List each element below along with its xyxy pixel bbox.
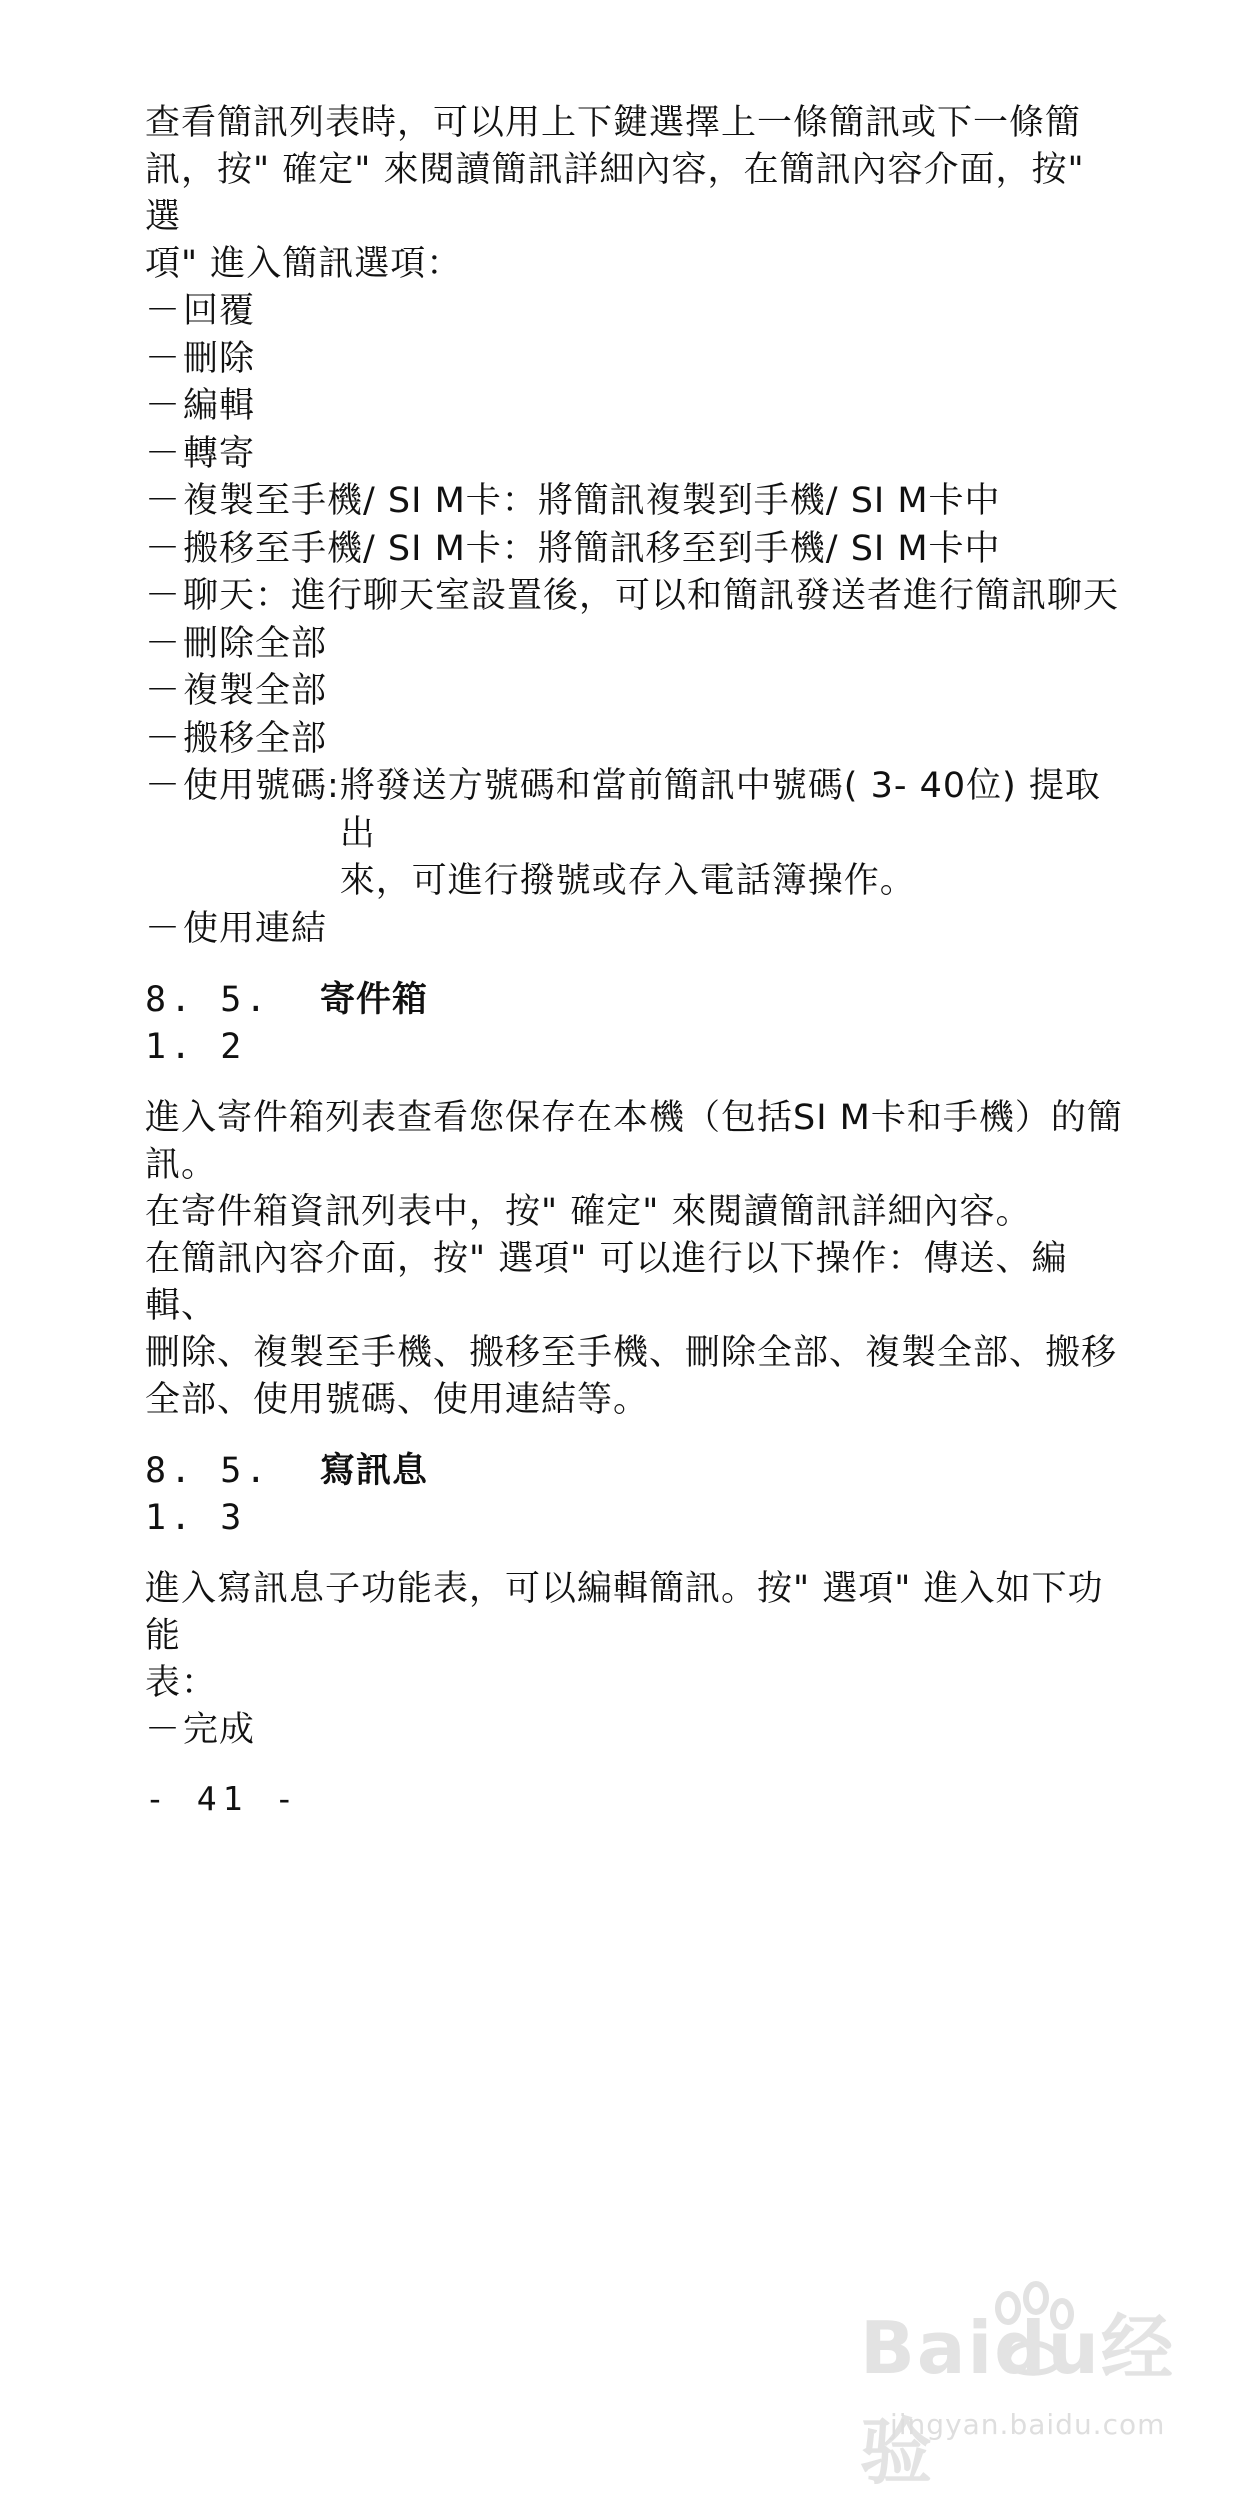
intro-line-2: 訊，按" 確定" 來閱讀簡訊詳細內容，在簡訊內容介面，按" 選 — [145, 150, 1085, 237]
option-use-number-desc — [340, 763, 1125, 906]
dash-bullet: － — [145, 338, 182, 379]
dash-bullet: － — [145, 386, 182, 426]
list-item — [145, 383, 1125, 431]
list-item — [145, 288, 1125, 336]
dash-bullet: － — [145, 481, 182, 521]
baidu-watermark — [860, 2290, 1220, 2494]
write-line-2: 表： — [145, 1663, 218, 1703]
dash-bullet: － — [145, 671, 182, 711]
page-number: - 41 - — [145, 1778, 301, 1818]
use-number-line-1: 將發送方號碼和當前簡訊中號碼( 3- 40位) 提取出 — [339, 766, 1101, 854]
dash-bullet: － — [145, 718, 182, 759]
watermark-logo: Baidu经验 — [860, 2306, 1175, 2494]
list-item — [145, 621, 1125, 669]
list-item — [145, 668, 1125, 716]
outbox-line-4: 在簡訊內容介面，按" 選項" 可以進行以下操作：傳送、編輯、 — [145, 1239, 1068, 1326]
watermark-url: jingyan.baidu.com — [890, 2408, 1166, 2441]
outbox-line-5: 刪除、複製至手機、搬移至手機、刪除全部、複製全部、搬移 — [145, 1333, 1118, 1373]
option-forward: 轉寄 — [183, 433, 256, 474]
option-move-all: 搬移全部 — [183, 718, 328, 759]
list-item — [145, 336, 1125, 384]
option-chat: 聊天：進行聊天室設置後，可以和簡訊發送者進行簡訊聊天 — [183, 576, 1120, 616]
list-item — [145, 716, 1125, 764]
list-item — [145, 1707, 1125, 1755]
dash-bullet: － — [145, 623, 182, 664]
dash-bullet: － — [145, 291, 182, 331]
section-title: 寫訊息 — [320, 1451, 429, 1491]
list-item — [145, 478, 1125, 526]
intro-line-3: 項" 進入簡訊選項： — [145, 244, 463, 284]
write-line-1: 進入寫訊息子功能表，可以編輯簡訊。按" 選項" 進入如下功能 — [145, 1569, 1104, 1656]
option-delete: 刪除 — [183, 338, 256, 379]
list-item — [145, 573, 1125, 621]
dash-bullet: － — [145, 908, 182, 949]
use-number-line-2: 來，可進行撥號或存入電話簿操作。 — [339, 861, 916, 901]
dash-bullet: － — [145, 576, 182, 616]
outbox-line-2: 訊。 — [145, 1145, 218, 1185]
list-item — [145, 763, 1125, 906]
option-delete-all: 刪除全部 — [183, 623, 328, 664]
option-use-number-label: 使用號碼: — [183, 766, 340, 806]
list-item — [145, 906, 1125, 954]
option-copy-to: 複製至手機/ SI M卡：將簡訊複製到手機/ SI M卡中 — [183, 481, 1001, 521]
option-copy-all: 複製全部 — [183, 671, 328, 711]
section-number: 8. 5. 1. 2 — [145, 980, 271, 1067]
option-done: 完成 — [183, 1710, 256, 1750]
dash-bullet: － — [145, 433, 182, 474]
message-options-list — [145, 288, 1125, 953]
list-item — [145, 431, 1125, 479]
dash-bullet: － — [145, 766, 182, 806]
section-number: 8. 5. 1. 3 — [145, 1451, 271, 1538]
section-heading-write — [145, 1448, 1125, 1542]
manual-page — [145, 100, 1125, 1818]
dash-bullet: － — [145, 1710, 182, 1750]
option-reply: 回覆 — [183, 291, 256, 331]
list-item — [145, 526, 1125, 574]
section-heading-outbox — [145, 977, 1125, 1071]
option-use-link: 使用連結 — [183, 908, 328, 949]
option-edit: 編輯 — [183, 386, 256, 426]
outbox-line-1: 進入寄件箱列表查看您保存在本機（包括SI M卡和手機）的簡 — [145, 1098, 1123, 1138]
outbox-line-6: 全部、使用號碼、使用連結等。 — [145, 1380, 650, 1420]
dash-bullet: － — [145, 528, 182, 569]
intro-line-1: 查看簡訊列表時，可以用上下鍵選擇上一條簡訊或下一條簡 — [145, 103, 1082, 143]
outbox-line-3: 在寄件箱資訊列表中，按" 確定" 來閱讀簡訊詳細內容。 — [145, 1192, 1032, 1232]
option-move-to: 搬移至手機/ SI M卡：將簡訊移至到手機/ SI M卡中 — [183, 528, 1001, 569]
section-title: 寄件箱 — [320, 980, 429, 1020]
